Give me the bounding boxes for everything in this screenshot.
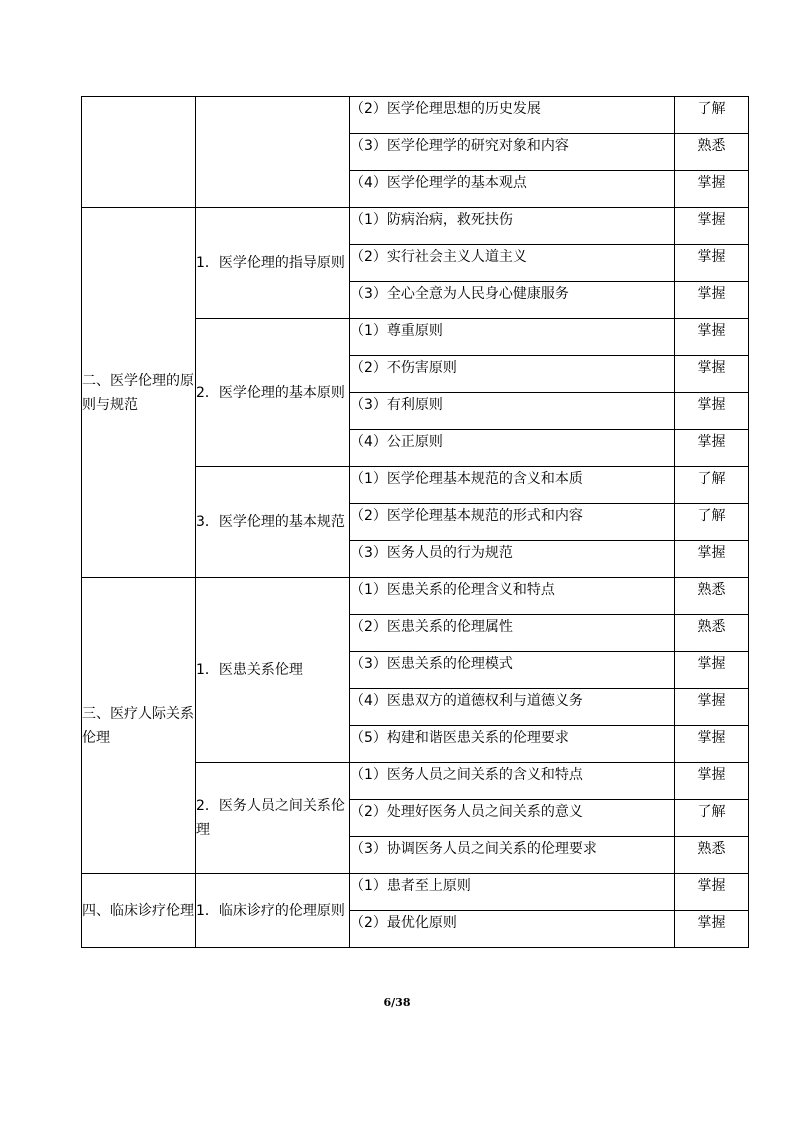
item-cell: （2）最优化原则 bbox=[350, 911, 675, 948]
item-cell: （1）医学伦理基本规范的含义和本质 bbox=[350, 467, 675, 504]
chapter-cell: 二、医学伦理的原则与规范 bbox=[82, 208, 196, 578]
level-cell: 掌握 bbox=[675, 726, 749, 763]
table-row bbox=[82, 97, 749, 134]
table-row bbox=[82, 874, 749, 911]
level-cell: 掌握 bbox=[675, 245, 749, 282]
item-cell: （5）构建和谐医患关系的伦理要求 bbox=[350, 726, 675, 763]
level-cell: 掌握 bbox=[675, 356, 749, 393]
level-cell: 掌握 bbox=[675, 689, 749, 726]
level-cell: 了解 bbox=[675, 504, 749, 541]
level-cell: 掌握 bbox=[675, 319, 749, 356]
syllabus-table bbox=[81, 96, 749, 948]
section-cell: 2．医务人员之间关系伦理 bbox=[196, 763, 350, 874]
level-cell: 掌握 bbox=[675, 430, 749, 467]
level-cell: 掌握 bbox=[675, 393, 749, 430]
level-cell: 熟悉 bbox=[675, 134, 749, 171]
section-cell: 3．医学伦理的基本规范 bbox=[196, 467, 350, 578]
level-cell: 熟悉 bbox=[675, 837, 749, 874]
level-cell: 掌握 bbox=[675, 874, 749, 911]
level-cell: 了解 bbox=[675, 97, 749, 134]
item-cell: （4）医患双方的道德权利与道德义务 bbox=[350, 689, 675, 726]
item-cell: （1）患者至上原则 bbox=[350, 874, 675, 911]
syllabus-body bbox=[82, 97, 749, 948]
level-cell: 掌握 bbox=[675, 652, 749, 689]
chapter-cell bbox=[82, 97, 196, 208]
table-row bbox=[82, 578, 749, 615]
section-cell: 2．医学伦理的基本原则 bbox=[196, 319, 350, 467]
level-cell: 熟悉 bbox=[675, 615, 749, 652]
item-cell: （1）尊重原则 bbox=[350, 319, 675, 356]
item-cell: （4）医学伦理学的基本观点 bbox=[350, 171, 675, 208]
item-cell: （2）医患关系的伦理属性 bbox=[350, 615, 675, 652]
item-cell: （2）实行社会主义人道主义 bbox=[350, 245, 675, 282]
level-cell: 掌握 bbox=[675, 282, 749, 319]
item-cell: （3）协调医务人员之间关系的伦理要求 bbox=[350, 837, 675, 874]
item-cell: （2）医学伦理基本规范的形式和内容 bbox=[350, 504, 675, 541]
item-cell: （1）防病治病，救死扶伤 bbox=[350, 208, 675, 245]
chapter-cell: 三、医疗人际关系伦理 bbox=[82, 578, 196, 874]
item-cell: （3）医务人员的行为规范 bbox=[350, 541, 675, 578]
item-cell: （2）处理好医务人员之间关系的意义 bbox=[350, 800, 675, 837]
level-cell: 了解 bbox=[675, 800, 749, 837]
section-cell bbox=[196, 97, 350, 208]
item-cell: （1）医患关系的伦理含义和特点 bbox=[350, 578, 675, 615]
section-cell: 1．临床诊疗的伦理原则 bbox=[196, 874, 350, 948]
chapter-cell: 四、临床诊疗伦理 bbox=[82, 874, 196, 948]
item-cell: （1）医务人员之间关系的含义和特点 bbox=[350, 763, 675, 800]
level-cell: 掌握 bbox=[675, 208, 749, 245]
section-cell: 1．医学伦理的指导原则 bbox=[196, 208, 350, 319]
page-number: 6/38 bbox=[383, 996, 411, 1009]
item-cell: （3）有利原则 bbox=[350, 393, 675, 430]
level-cell: 掌握 bbox=[675, 171, 749, 208]
item-cell: （4）公正原则 bbox=[350, 430, 675, 467]
item-cell: （3）医患关系的伦理模式 bbox=[350, 652, 675, 689]
item-cell: （2）医学伦理思想的历史发展 bbox=[350, 97, 675, 134]
level-cell: 熟悉 bbox=[675, 578, 749, 615]
item-cell: （3）全心全意为人民身心健康服务 bbox=[350, 282, 675, 319]
level-cell: 掌握 bbox=[675, 763, 749, 800]
level-cell: 了解 bbox=[675, 467, 749, 504]
level-cell: 掌握 bbox=[675, 911, 749, 948]
section-cell: 1．医患关系伦理 bbox=[196, 578, 350, 763]
item-cell: （3）医学伦理学的研究对象和内容 bbox=[350, 134, 675, 171]
table-row bbox=[82, 208, 749, 245]
item-cell: （2）不伤害原则 bbox=[350, 356, 675, 393]
level-cell: 掌握 bbox=[675, 541, 749, 578]
